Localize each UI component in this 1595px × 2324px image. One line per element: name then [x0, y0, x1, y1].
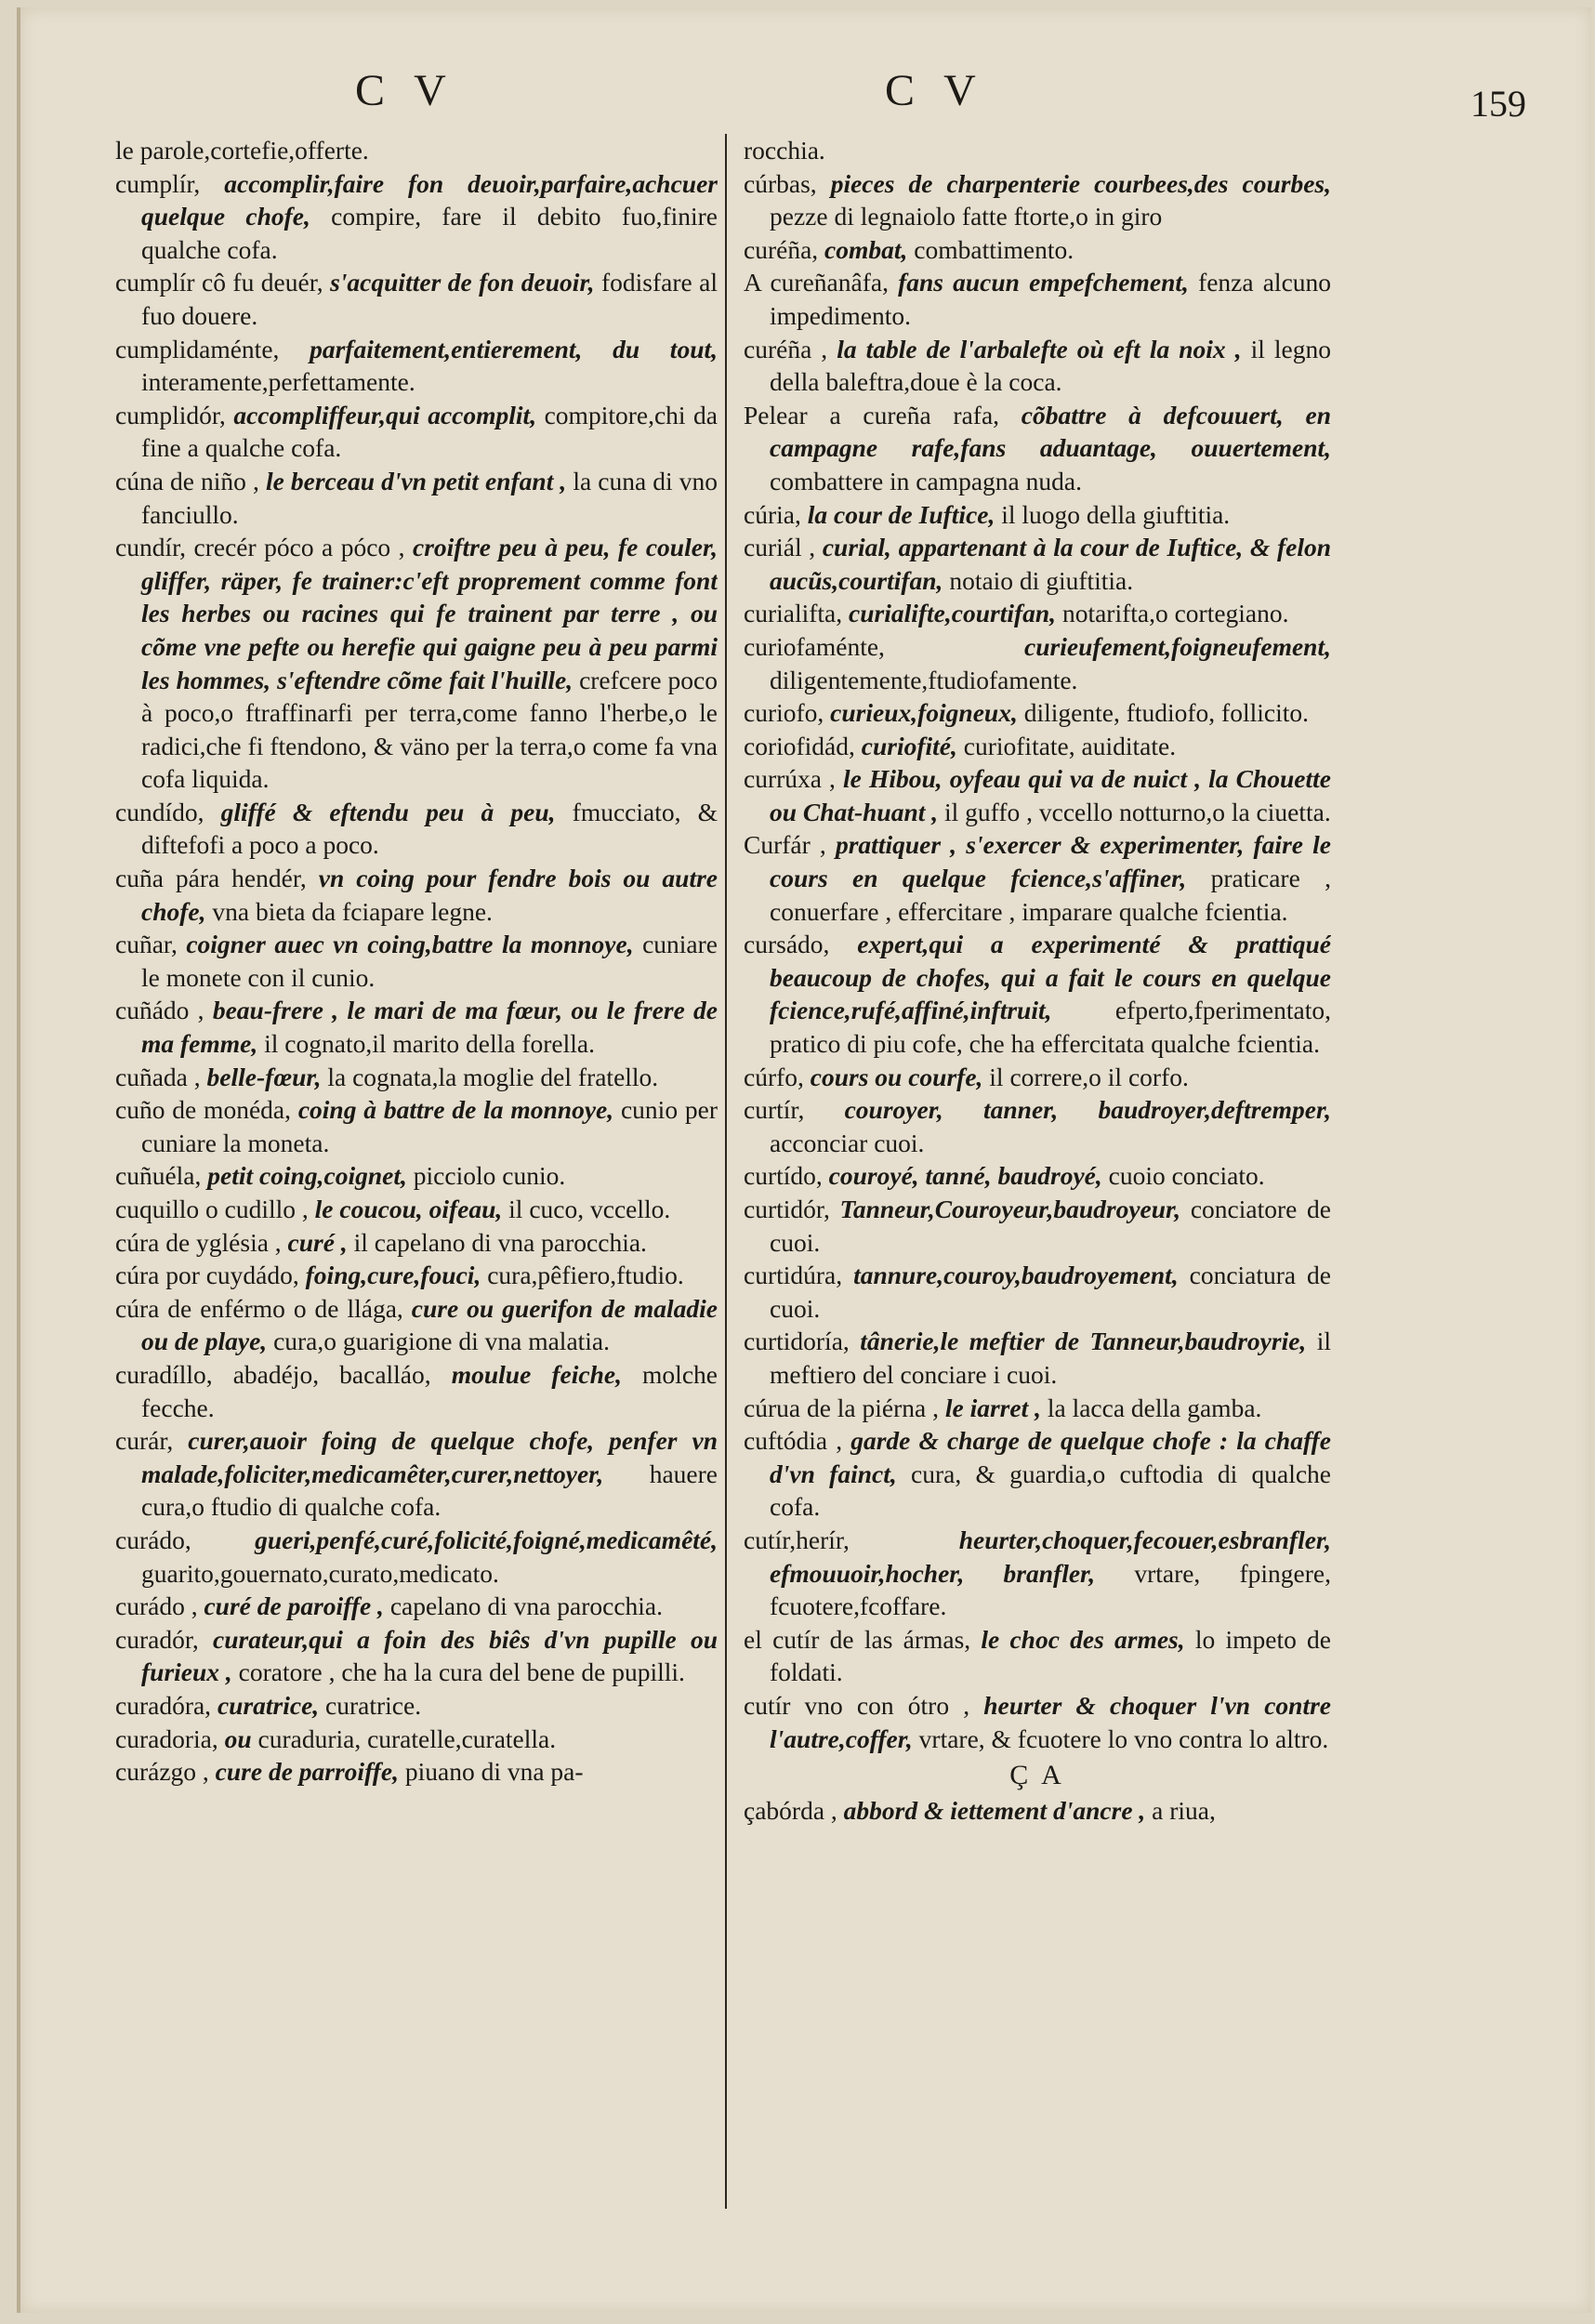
- french-gloss: vn coing pour fendre bois ou autre chofe,: [141, 864, 718, 926]
- dictionary-entry: [744, 762, 1331, 828]
- french-gloss: curé de paroiffe ,: [204, 1591, 384, 1621]
- headword: cuñar,: [115, 930, 178, 959]
- headword: cúra por cuydádo,: [115, 1261, 299, 1290]
- french-gloss: cours ou courfe,: [810, 1062, 983, 1091]
- running-head-left: C V: [355, 66, 455, 115]
- italian-gloss: il cognato,il marito della forella.: [264, 1029, 595, 1059]
- headword: cúrfo,: [744, 1062, 804, 1091]
- headword: A cureñanâfa,: [744, 268, 889, 297]
- headword: cúra de yglésia ,: [115, 1227, 282, 1257]
- headword: curár,: [115, 1426, 174, 1456]
- italian-gloss: notaio di giuftitia.: [949, 565, 1134, 595]
- french-gloss: expert,qui a experimenté & prattiqué beaucoup de chofes, qui a fait le cours en quelque fcience,rufé,affiné,inftruit,: [770, 930, 1331, 1025]
- french-gloss: cure ou guerifon de maladie ou de playe,: [141, 1293, 718, 1356]
- dictionary-entry: [115, 1259, 718, 1292]
- dictionary-entry: [115, 1424, 718, 1524]
- french-gloss: couroyer, tanner, baudroyer,deftremper,: [844, 1095, 1331, 1125]
- french-gloss: la table de l'arbalefte où eft la noix ,: [837, 334, 1242, 363]
- french-gloss: curateur,qui a foin des biês d'vn pupille ou furieux ,: [141, 1624, 718, 1687]
- french-gloss: curial, appartenant à la cour de Iuftice, & felon aucũs,courtifan,: [770, 533, 1331, 595]
- headword: cuñádo ,: [115, 996, 204, 1025]
- italian-gloss: il guffo , vccello notturno,o la ciuetta.: [944, 797, 1331, 826]
- dictionary-entry: [115, 1193, 718, 1226]
- dictionary-entry: [744, 399, 1331, 498]
- headword: curádo,: [115, 1525, 191, 1554]
- dictionary-entry: [115, 399, 718, 465]
- italian-gloss: cuoio conciato.: [1108, 1161, 1265, 1191]
- italian-gloss: vrtare, & fcuotere lo vno contra lo altro.: [918, 1723, 1329, 1753]
- dictionary-entry: [115, 134, 718, 167]
- italian-gloss: diligentemente,ftudiofamente.: [770, 665, 1078, 694]
- headword: cumplír,: [115, 168, 201, 198]
- italian-gloss: pezze di legnaiolo fatte ftorte,o in giro: [770, 202, 1163, 231]
- french-gloss: s'acquitter de fon deuoir,: [330, 268, 595, 297]
- italian-gloss: notarifta,o cortegiano.: [1061, 599, 1289, 628]
- dictionary-entry: [744, 828, 1331, 928]
- italian-gloss: lo impeto de foldati.: [770, 1624, 1331, 1687]
- dictionary-entry: [744, 531, 1331, 597]
- headword: curtído,: [744, 1161, 823, 1191]
- french-gloss: heurter & choquer l'vn contre l'autre,coffer,: [770, 1690, 1331, 1753]
- french-gloss: le iarret ,: [944, 1393, 1041, 1422]
- french-gloss: foing,cure,fouci,: [305, 1261, 481, 1290]
- dictionary-entry: [744, 1623, 1331, 1689]
- headword: cutír vno con ótro ,: [744, 1690, 970, 1720]
- italian-gloss: la cognata,la moglie del fratello.: [327, 1062, 659, 1091]
- italian-gloss: curaduria, curatelle,curatella.: [257, 1723, 557, 1753]
- french-gloss: le choc des armes,: [981, 1624, 1185, 1654]
- headword: curadíllo, abadéjo, bacalláo,: [115, 1359, 431, 1389]
- french-gloss: cõbattre à defcouuert, en campagne rafe,fans aduantage, ouuertement,: [770, 400, 1331, 463]
- italian-gloss: molche fecche.: [141, 1359, 718, 1422]
- dictionary-entry: [115, 1292, 718, 1358]
- dictionary-page: [17, 7, 1591, 2313]
- dictionary-entry: [115, 266, 718, 332]
- french-gloss: cure de parroiffe,: [215, 1757, 399, 1787]
- french-gloss: accomplir,faire fon deuoir,parfaire,achcuer quelque chofe,: [141, 168, 718, 231]
- dictionary-entry: [744, 928, 1331, 1060]
- italian-gloss: cura,pêfiero,ftudio.: [487, 1261, 684, 1290]
- french-gloss: curieufement,foigneufement,: [1024, 631, 1331, 661]
- column-divider: [725, 134, 727, 2209]
- headword: curadoria,: [115, 1723, 218, 1753]
- french-gloss: curer,auoir foing de quelque chofe, penfer vn malade,foliciter,medicamêter,curer,nettoyer,: [141, 1426, 718, 1488]
- dictionary-entry: [115, 1226, 718, 1260]
- italian-gloss: fodisfare al fuo douere.: [141, 268, 718, 330]
- headword: cúna de niño ,: [115, 466, 259, 495]
- italian-gloss: le parole,cortefie,offerte.: [115, 136, 369, 165]
- italian-gloss: compire, fare il debito fuo,finire qualche cofa.: [141, 202, 718, 264]
- headword: cutír,herír,: [744, 1525, 850, 1554]
- dictionary-entry: [744, 167, 1331, 233]
- french-gloss: curieux,foigneux,: [830, 698, 1018, 728]
- italian-gloss: il luogo della giuftitia.: [1001, 499, 1231, 529]
- headword: cúrua de la piérna ,: [744, 1393, 939, 1422]
- italian-gloss: praticare , conuerfare , effercitare , imparare qualche fcientia.: [770, 864, 1331, 926]
- headword: çabórda ,: [744, 1795, 837, 1825]
- italian-gloss: a riua,: [1152, 1795, 1216, 1825]
- headword: curiofaménte,: [744, 631, 885, 661]
- dictionary-entry: [744, 1159, 1331, 1193]
- italian-gloss: interamente,perfettamente.: [141, 367, 415, 397]
- dictionary-entry: [115, 1524, 718, 1590]
- italian-gloss: curiofitate, auiditate.: [963, 731, 1177, 760]
- italian-gloss: combattere in campagna nuda.: [770, 466, 1082, 495]
- french-gloss: belle-fœur,: [206, 1062, 322, 1091]
- french-gloss: la cour de Iuftice,: [807, 499, 995, 529]
- italian-gloss: cunio per cuniare la moneta.: [141, 1095, 718, 1157]
- headword: curiál ,: [744, 533, 816, 562]
- dictionary-entry: [115, 1061, 718, 1094]
- headword: Pelear a cureña rafa,: [744, 400, 1000, 429]
- italian-gloss: capelano di vna parocchia.: [389, 1591, 663, 1621]
- french-gloss: croiftre peu à peu, fe couler, gliffer, räper, fe trainer:c'eft proprement comme font les herbes ou racines qui fe trainent par terre , ou cõme vne pefte ou herefie qui gaigne peu à peu parmi les hommes, s'eftendre cõme fait l'huille,: [141, 533, 718, 694]
- headword: cumplidaménte,: [115, 334, 280, 363]
- italian-gloss: fmucciato, & diftefofi a poco a poco.: [141, 797, 718, 860]
- italian-gloss: efperto,fperimentato, pratico di piu cofe, che ha effercitata qualche fcientia.: [770, 996, 1331, 1059]
- headword: cuquillo o cudillo ,: [115, 1195, 309, 1223]
- headword: coriofidád,: [744, 731, 855, 760]
- dictionary-entry: [744, 1259, 1331, 1325]
- headword: cumplír cô fu deuér,: [115, 268, 323, 297]
- italian-gloss: il legno della baleftra,doue è la coca.: [770, 334, 1331, 397]
- french-gloss: curatrice,: [217, 1690, 320, 1720]
- french-gloss: tannure,couroy,baudroyement,: [853, 1261, 1179, 1290]
- headword: curádo ,: [115, 1591, 198, 1621]
- headword: curéña,: [744, 234, 819, 264]
- french-gloss: ou: [224, 1723, 252, 1753]
- french-gloss: abbord & iettement d'ancre ,: [843, 1795, 1146, 1825]
- french-gloss: gliffé & eftendu peu à peu,: [220, 797, 556, 826]
- headword: cuño de monéda,: [115, 1095, 291, 1125]
- dictionary-entry: [744, 696, 1331, 730]
- headword: curialifta,: [744, 599, 843, 628]
- section-heading: Ç A: [1009, 1760, 1065, 1791]
- italian-gloss: conciatore de cuoi.: [770, 1195, 1331, 1257]
- headword: curtír,: [744, 1095, 805, 1125]
- headword: curázgo ,: [115, 1757, 209, 1787]
- french-gloss: coing à battre de la monnoye,: [297, 1095, 614, 1125]
- italian-gloss: il correre,o il corfo.: [989, 1062, 1189, 1091]
- french-gloss: tânerie,le meftier de Tanneur,baudroyrie,: [860, 1327, 1307, 1356]
- dictionary-entry: [744, 1689, 1331, 1755]
- headword: cumplidór,: [115, 400, 226, 429]
- french-gloss: curialifte,courtifan,: [849, 599, 1057, 628]
- italian-gloss: crefcere poco à poco,o ftraffinarfi per terra,come fanno l'herbe,o le radici,che fi ftendono, & väno per la terra,o come fa vna cofa liquida.: [141, 665, 718, 794]
- headword: curiofo,: [744, 698, 824, 728]
- dictionary-entry: [115, 1623, 718, 1689]
- italian-gloss: compitore,chi da fine a qualche cofa.: [141, 400, 718, 463]
- dictionary-entry: [115, 862, 718, 928]
- french-gloss: coigner auec vn coing,battre la monnoye,: [186, 930, 634, 959]
- french-gloss: pieces de charpenterie courbees,des courbes,: [830, 168, 1331, 198]
- dictionary-entry: [115, 796, 718, 862]
- italian-gloss: vna bieta da fciapare legne.: [212, 896, 493, 926]
- italian-gloss: il cuco, vccello.: [508, 1195, 671, 1223]
- headword: cursádo,: [744, 930, 830, 959]
- italian-gloss: cura,o guarigione di vna malatia.: [273, 1327, 611, 1356]
- dictionary-entry: [115, 333, 718, 399]
- headword: Curfár ,: [744, 830, 826, 860]
- italian-gloss: acconciar cuoi.: [770, 1128, 925, 1157]
- french-gloss: petit coing,coignet,: [207, 1161, 407, 1191]
- french-gloss: moulue feiche,: [451, 1359, 622, 1389]
- dictionary-entry: [744, 1193, 1331, 1259]
- headword: curtidór,: [744, 1195, 830, 1223]
- headword: curtidoría,: [744, 1327, 850, 1356]
- dictionary-entry: [115, 1159, 718, 1193]
- french-gloss: garde & charge de quelque chofe : la chaffe d'vn fainct,: [770, 1426, 1331, 1488]
- french-gloss: le coucou, oifeau,: [314, 1195, 503, 1223]
- dictionary-entry: [744, 1424, 1331, 1524]
- italian-gloss: la cuna di vno fanciullo.: [141, 466, 718, 529]
- french-gloss: beau-frere , le mari de ma fœur, ou le frere de ma femme,: [141, 996, 718, 1059]
- italian-gloss: fenza alcuno impedimento.: [770, 268, 1331, 330]
- italian-gloss: conciatura de cuoi.: [770, 1261, 1331, 1323]
- dictionary-entry: [115, 1689, 718, 1723]
- headword: curadóra,: [115, 1690, 212, 1720]
- dictionary-entry: [115, 994, 718, 1060]
- dictionary-entry: [744, 730, 1331, 763]
- running-head-right: C V: [885, 66, 985, 115]
- dictionary-entry: [115, 465, 718, 531]
- dictionary-entry: [744, 1392, 1331, 1425]
- dictionary-entry: [115, 531, 718, 796]
- headword: cuña pára hendér,: [115, 864, 307, 893]
- dictionary-entry: [115, 928, 718, 994]
- dictionary-entry: [744, 233, 1331, 267]
- dictionary-entry: [115, 1358, 718, 1424]
- french-gloss: curiofité,: [861, 731, 957, 760]
- french-gloss: parfaitement,entierement, du tout,: [310, 334, 718, 363]
- french-gloss: le berceau d'vn petit enfant ,: [265, 466, 567, 495]
- headword: cúra de enférmo o de llága,: [115, 1293, 403, 1323]
- headword: currúxa ,: [744, 764, 836, 794]
- dictionary-entry: [115, 1723, 718, 1756]
- headword: cúrbas,: [744, 168, 817, 198]
- italian-gloss: rocchia.: [744, 136, 825, 165]
- french-gloss: curé ,: [287, 1227, 348, 1257]
- dictionary-entry: [744, 1524, 1331, 1623]
- dictionary-entry: [744, 266, 1331, 332]
- italian-gloss: vrtare, fpingere, fcuotere,fcoffare.: [770, 1558, 1331, 1621]
- dictionary-entry: [744, 1794, 1331, 1828]
- headword: cundído,: [115, 797, 204, 826]
- headword: curéña ,: [744, 334, 828, 363]
- headword: cuftódia ,: [744, 1426, 843, 1456]
- dictionary-entry: [744, 1093, 1331, 1159]
- french-gloss: couroyé, tanné, baudroyé,: [828, 1161, 1102, 1191]
- dictionary-entry: [115, 1755, 718, 1789]
- dictionary-entry: [115, 1590, 718, 1623]
- french-gloss: accompliffeur,qui accomplit,: [233, 400, 537, 429]
- italian-gloss: coratore , che ha la cura del bene de pupilli.: [238, 1657, 685, 1687]
- page-number: 159: [1470, 83, 1526, 125]
- italian-gloss: diligente, ftudiofo, follicito.: [1023, 698, 1309, 728]
- italian-gloss: guarito,gouernato,curato,medicato.: [141, 1558, 499, 1588]
- headword: curadór,: [115, 1624, 199, 1654]
- italian-gloss: il meftiero del conciare i cuoi.: [770, 1327, 1331, 1389]
- french-gloss: heurter,choquer,fecouer,esbranfler, efmouuoir,hocher, branfler,: [770, 1525, 1331, 1588]
- dictionary-entry: [744, 1061, 1331, 1094]
- italian-gloss: combattimento.: [914, 234, 1074, 264]
- french-gloss: Tanneur,Couroyeur,baudroyeur,: [839, 1195, 1181, 1223]
- italian-gloss: cura, & guardia,o cuftodia di qualche cofa.: [770, 1459, 1331, 1522]
- left-column: [115, 134, 718, 2263]
- dictionary-entry: [744, 1325, 1331, 1391]
- italian-gloss: la lacca della gamba.: [1047, 1393, 1262, 1422]
- dictionary-entry: [115, 167, 718, 267]
- italian-gloss: cuniare le monete con il cunio.: [141, 930, 718, 992]
- headword: cúria,: [744, 499, 801, 529]
- italian-gloss: hauere cura,o ftudio di qualche cofa.: [141, 1459, 718, 1522]
- dictionary-entry: [744, 134, 1331, 167]
- dictionary-entry: [744, 597, 1331, 630]
- french-gloss: le Hibou, oyfeau qui va de nuict , la Chouette ou Chat-huant ,: [770, 764, 1331, 826]
- french-gloss: prattiquer , s'exercer & experimenter, faire le cours en quelque fcience,s'affiner,: [770, 830, 1331, 893]
- french-gloss: gueri,penfé,curé,folicité,foigné,medicamêté,: [255, 1525, 718, 1554]
- headword: cundír, crecér póco a póco ,: [115, 533, 405, 562]
- headword: el cutír de las ármas,: [744, 1624, 971, 1654]
- dictionary-entry: [115, 1093, 718, 1159]
- dictionary-entry: [744, 498, 1331, 532]
- right-column: [744, 134, 1331, 2263]
- headword: curtidúra,: [744, 1261, 843, 1290]
- italian-gloss: curatrice.: [325, 1690, 422, 1720]
- french-gloss: fans aucun empefchement,: [898, 268, 1189, 297]
- dictionary-entry: [744, 630, 1331, 696]
- dictionary-entry: [744, 333, 1331, 399]
- headword: cuñada ,: [115, 1062, 201, 1091]
- italian-gloss: il capelano di vna parocchia.: [353, 1227, 647, 1257]
- french-gloss: combat,: [824, 234, 908, 264]
- italian-gloss: piuano di vna pa-: [404, 1757, 584, 1787]
- headword: cuñuéla,: [115, 1161, 202, 1191]
- italian-gloss: picciolo cunio.: [413, 1161, 566, 1191]
